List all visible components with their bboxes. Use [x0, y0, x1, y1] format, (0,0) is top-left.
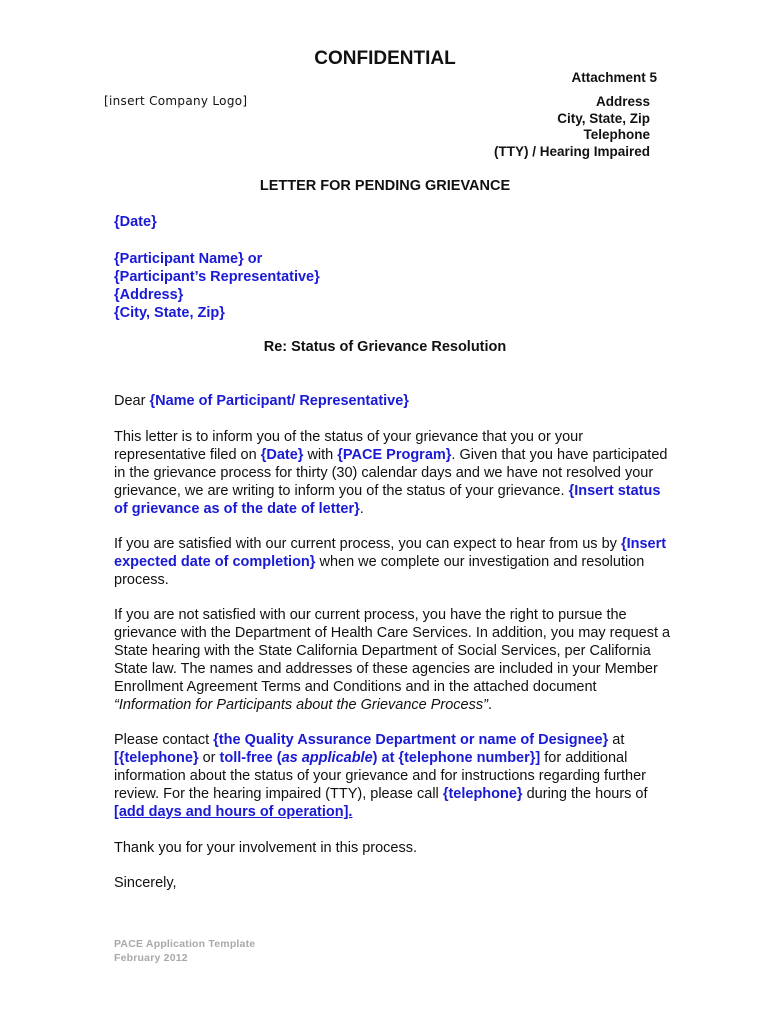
p1-text-4: .: [359, 501, 364, 517]
address-line: Address: [595, 94, 650, 109]
recipient-representative-line: {Participant’s Representative}: [114, 269, 320, 285]
salutation-prefix: Dear: [114, 393, 150, 409]
p4-telephone-field: [{telephone}: [114, 750, 199, 766]
p1-date-field: {Date}: [260, 447, 304, 463]
closing-line: Sincerely,: [114, 875, 177, 891]
p4-designee-field: {the Quality Assurance Department or name of Designee}: [213, 732, 609, 748]
p4-tty-telephone-field: {telephone}: [442, 786, 523, 802]
confidential-label: CONFIDENTIAL: [314, 48, 456, 69]
p4-text-4: for additional information about the status of your grievance and for instructions regarding further review. For the hearing impaired (TTY), please call: [114, 750, 646, 802]
tty-line: (TTY) / Hearing Impaired: [493, 143, 650, 159]
p4-toll-free-field-c: ) at {telephone number}]: [372, 750, 541, 766]
paragraph-not-satisfied: [114, 606, 674, 714]
p3-text-1: If you are not satisfied with our current process, you have the right to pursue the grievance with the Department of Health Care Services. In addition, you may request a State hearing with the State California Department of Social Services, per California State law. The names and addresses of these agencies are included in your Member Enrollment Agreement Terms and Conditions and in the attached document: [114, 607, 671, 695]
p2-completion-date-field: {Insert expected date of completion}: [114, 536, 667, 570]
company-logo-placeholder: [insert Company Logo]: [104, 94, 248, 108]
recipient-address-line: {Address}: [114, 287, 184, 303]
thank-you-line: Thank you for your involvement in this process.: [114, 840, 418, 856]
p4-text-2: at: [608, 732, 625, 748]
telephone-line: Telephone: [583, 127, 650, 143]
p1-status-field: {Insert status of grievance as of the date of letter}: [114, 483, 661, 517]
paragraph-contact: [114, 731, 674, 821]
page-footer: [114, 937, 255, 965]
recipient-city-line: {City, State, Zip}: [114, 305, 225, 321]
recipient-name-line: {Participant Name} or: [114, 251, 263, 267]
city-state-zip-line: City, State, Zip: [557, 110, 650, 126]
p2-text-2: when we complete our investigation and resolution process.: [114, 554, 645, 588]
sender-address-block: [494, 94, 650, 160]
date-field: {Date}: [114, 214, 157, 230]
paragraph-status: [114, 428, 674, 518]
p4-text-3: or: [198, 750, 220, 766]
p4-hours-field: [add days and hours of operation].: [114, 804, 353, 820]
p1-text-2: with: [303, 447, 338, 463]
p2-text-1: If you are satisfied with our current process, you can expect to hear from us by: [114, 536, 621, 552]
letter-title: LETTER FOR PENDING GRIEVANCE: [259, 178, 511, 194]
footer-date: February 2012: [114, 952, 188, 964]
p3-attached-document-title: “Information for Participants about the Grievance Process”: [114, 697, 488, 713]
p3-text-2: .: [487, 697, 492, 713]
paragraph-satisfied: [114, 535, 674, 589]
p4-toll-free-field-a: toll-free (: [219, 750, 282, 766]
re-line: Re: Status of Grievance Resolution: [263, 339, 507, 355]
salutation: [114, 392, 674, 410]
p4-toll-free-field-b: as applicable: [281, 750, 373, 766]
p4-text-5: during the hours of: [522, 786, 648, 802]
p1-text-3: . Given that you have participated in the grievance process for thirty (30) calendar days and we have not resolved your grievance, we are writing to inform you of the status of your grievance.: [114, 447, 668, 499]
footer-template-name: PACE Application Template: [114, 938, 256, 950]
p4-text-1: Please contact: [114, 732, 214, 748]
attachment-label: Attachment 5: [571, 70, 657, 85]
p1-text-1: This letter is to inform you of the status of your grievance that you or your representative filed on: [114, 429, 584, 463]
salutation-name-field: {Name of Participant/ Representative}: [149, 393, 409, 409]
recipient-block: [114, 250, 674, 322]
p1-program-field: {PACE Program}: [337, 447, 452, 463]
